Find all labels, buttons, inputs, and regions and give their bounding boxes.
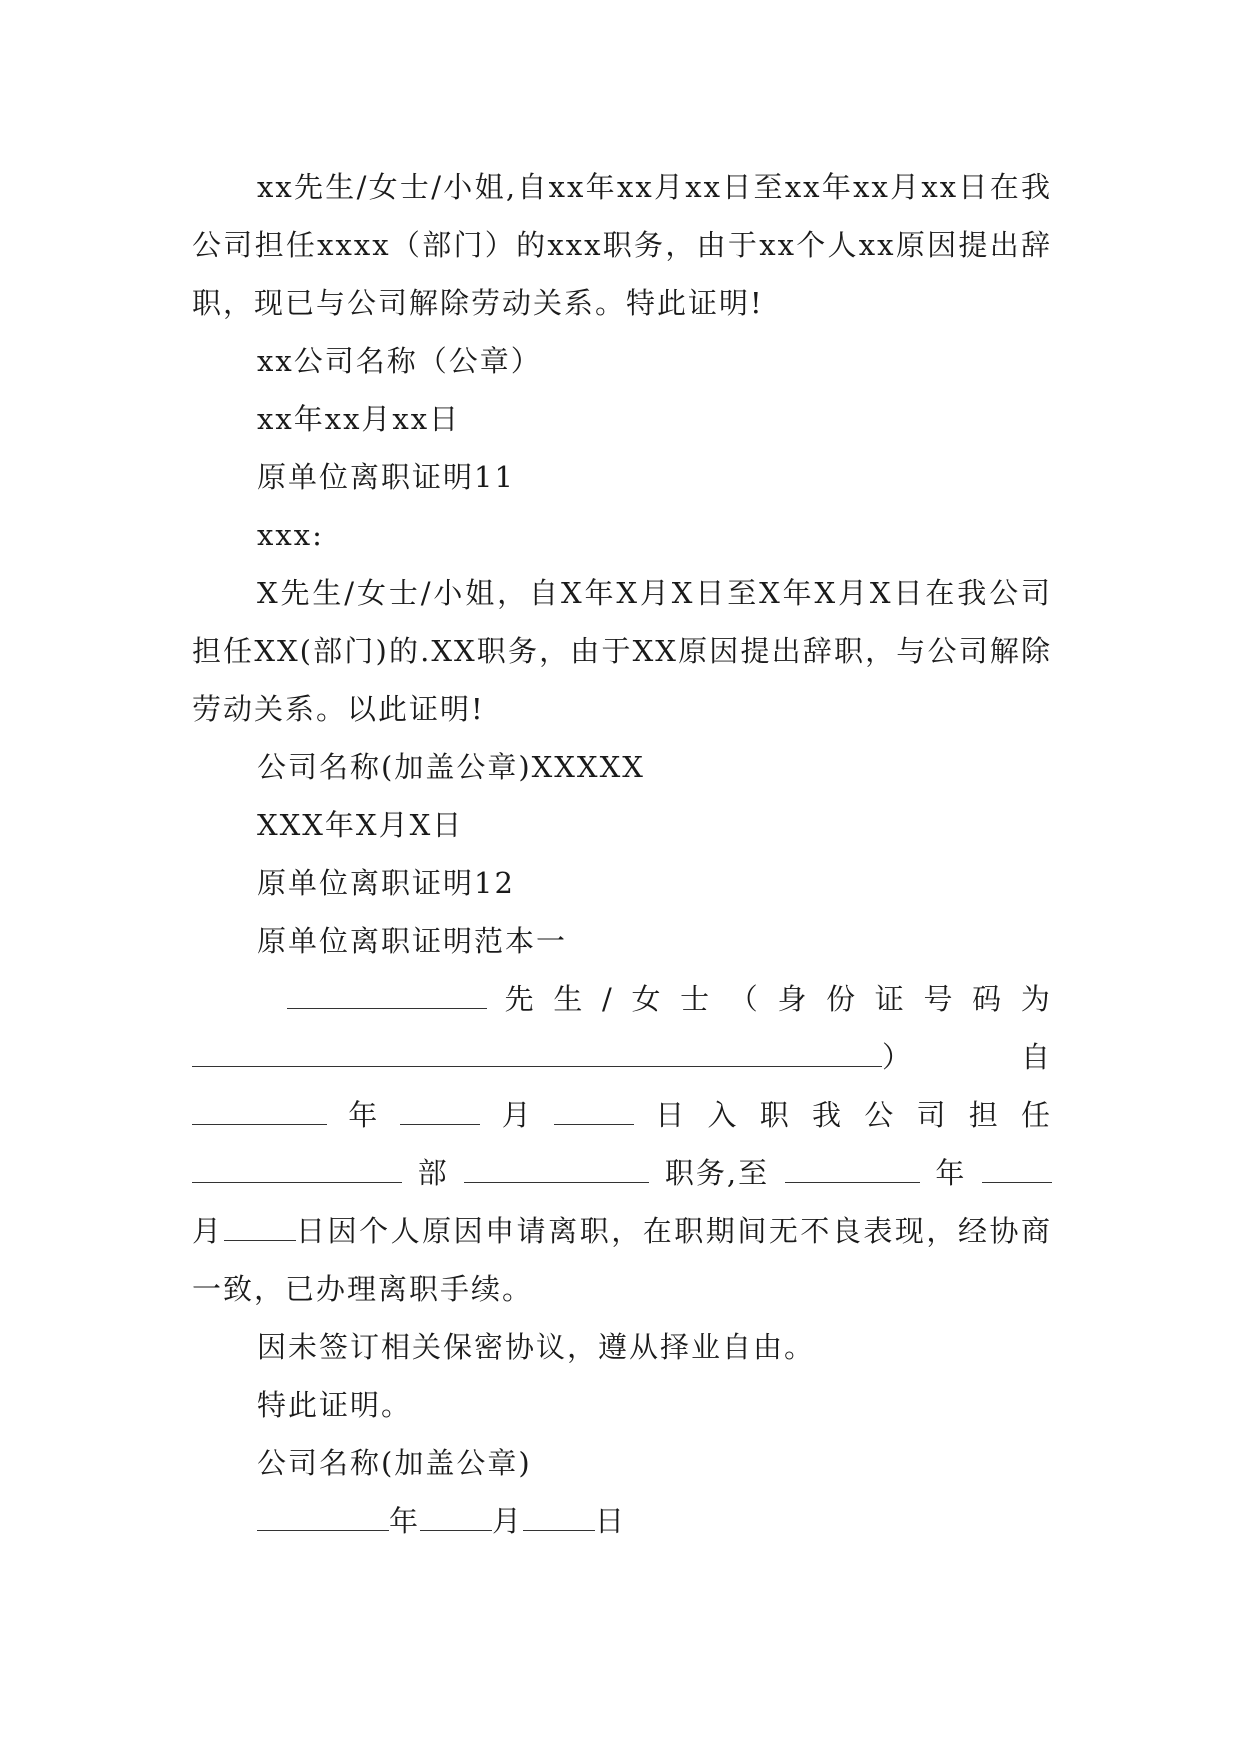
form-text: 日因个人原因申请离职，在职期间无不良表现，经协商一致，已办理离职手续。 <box>192 1214 1052 1306</box>
form-text: 月 <box>492 1504 524 1538</box>
sign-year-blank[interactable] <box>257 1508 389 1531</box>
salutation: xxx: <box>257 518 324 552</box>
form-text: 号 <box>923 982 955 1016</box>
form-text: 日 <box>655 1098 687 1132</box>
sign-month-blank[interactable] <box>420 1508 492 1531</box>
form-text: 我 <box>811 1098 843 1132</box>
form-text: 先 <box>504 982 536 1016</box>
form-text: 证 <box>874 982 906 1016</box>
form-text: 年 <box>348 1098 380 1132</box>
start-year-blank[interactable] <box>192 1102 327 1125</box>
form-text: 码 <box>972 982 1004 1016</box>
template-title: 原单位离职证明范本一 <box>257 924 568 958</box>
confidentiality-note: 因未签订相关保密协议，遵从择业自由。 <box>257 1330 816 1364</box>
form-text: 任 <box>1020 1098 1052 1132</box>
id-number-blank[interactable] <box>192 1044 882 1067</box>
paragraph-1: xx先生/女士/小姐,自xx年xx月xx日至xx年xx月xx日在我公司担任xxxx（部门）的xxx职务，由于xx个人xx原因提出辞职，现已与公司解除劳动关系。特此证明! <box>192 170 1052 320</box>
form-text: 入 <box>707 1098 739 1132</box>
date-1: xx年xx月xx日 <box>257 402 461 436</box>
form-text: （ <box>728 982 760 1016</box>
form-text: 年 <box>389 1504 421 1538</box>
name-blank[interactable] <box>287 986 487 1009</box>
form-text: 担 <box>968 1098 1000 1132</box>
start-day-blank[interactable] <box>554 1102 634 1125</box>
heading-certificate-11: 原单位离职证明11 <box>257 460 515 494</box>
form-line-1 <box>192 970 1052 1028</box>
form-text: 自 <box>1020 1040 1052 1074</box>
form-text: 部 <box>417 1156 449 1190</box>
paragraph-2: X先生/女士/小姐，自X年X月X日至X年X月X日在我公司担任XX(部门)的.XX职务，由于XX原因提出辞职，与公司解除劳动关系。以此证明! <box>192 576 1052 726</box>
date-3 <box>192 1492 1052 1550</box>
start-month-blank[interactable] <box>400 1102 480 1125</box>
form-text: 为 <box>1020 982 1052 1016</box>
end-day-blank[interactable] <box>224 1218 296 1241</box>
end-year-blank[interactable] <box>785 1160 920 1183</box>
form-text: 生 <box>553 982 585 1016</box>
document-body <box>192 158 1052 1550</box>
form-text: 职务,至 <box>664 1156 770 1190</box>
form-line-2 <box>192 1028 1052 1086</box>
form-text: 职 <box>759 1098 791 1132</box>
form-text: ） <box>882 1040 914 1074</box>
fill-in-form <box>192 970 1052 1318</box>
form-text: 司 <box>916 1098 948 1132</box>
department-blank[interactable] <box>192 1160 402 1183</box>
form-text: 月 <box>192 1214 224 1248</box>
position-blank[interactable] <box>464 1160 649 1183</box>
date-2: XXX年X月X日 <box>257 808 464 842</box>
form-text: 女 <box>631 982 663 1016</box>
form-text: / <box>602 982 614 1016</box>
sign-day-blank[interactable] <box>523 1508 595 1531</box>
end-month-blank[interactable] <box>982 1160 1052 1183</box>
form-text: 份 <box>826 982 858 1016</box>
form-text: 身 <box>777 982 809 1016</box>
form-text: 士 <box>680 982 712 1016</box>
form-text: 日 <box>595 1504 627 1538</box>
form-text: 月 <box>501 1098 533 1132</box>
company-stamp-2: 公司名称(加盖公章)XXXXX <box>257 750 645 784</box>
company-stamp-1: xx公司名称（公章） <box>257 344 542 378</box>
certify-line: 特此证明。 <box>257 1388 413 1422</box>
form-continuation <box>192 1202 1052 1318</box>
company-stamp-3: 公司名称(加盖公章) <box>257 1446 532 1480</box>
form-line-3 <box>192 1086 1052 1144</box>
heading-certificate-12: 原单位离职证明12 <box>257 866 515 900</box>
form-text: 年 <box>935 1156 967 1190</box>
form-text: 公 <box>864 1098 896 1132</box>
form-line-4 <box>192 1144 1052 1202</box>
